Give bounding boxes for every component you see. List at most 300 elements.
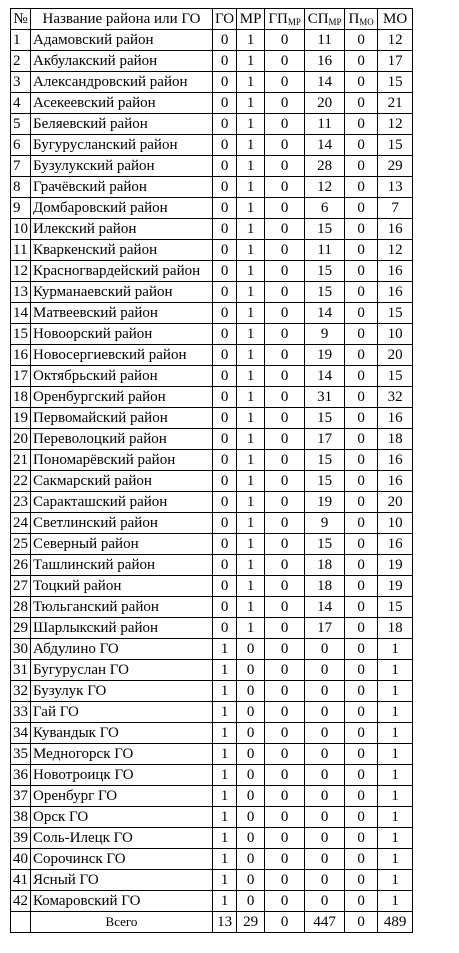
cell-mr: 0 xyxy=(237,639,265,660)
header-sp-sub: МР xyxy=(328,17,342,27)
cell-num: 16 xyxy=(11,345,31,366)
cell-gp: 0 xyxy=(265,51,305,72)
cell-num: 34 xyxy=(11,723,31,744)
cell-name: Новоорский район xyxy=(31,324,213,345)
cell-go: 0 xyxy=(213,513,237,534)
cell-p: 0 xyxy=(345,72,378,93)
table-row xyxy=(11,765,413,786)
cell-go: 0 xyxy=(213,198,237,219)
header-sp-main: СП xyxy=(307,11,329,27)
cell-go: 0 xyxy=(213,471,237,492)
cell-go: 0 xyxy=(213,366,237,387)
header-name: Название района или ГО xyxy=(31,9,213,30)
cell-name: Тюльганский район xyxy=(31,597,213,618)
table-row xyxy=(11,261,413,282)
table-row xyxy=(11,198,413,219)
cell-mo: 16 xyxy=(378,450,413,471)
cell-sp: 0 xyxy=(305,744,345,765)
cell-p: 0 xyxy=(345,240,378,261)
cell-num: 9 xyxy=(11,198,31,219)
cell-gp: 0 xyxy=(265,618,305,639)
cell-sp: 15 xyxy=(305,471,345,492)
cell-name: Шарлыкский район xyxy=(31,618,213,639)
cell-sp: 17 xyxy=(305,429,345,450)
table-row xyxy=(11,597,413,618)
cell-sp: 15 xyxy=(305,408,345,429)
cell-sp: 0 xyxy=(305,828,345,849)
cell-p: 0 xyxy=(345,156,378,177)
table-row xyxy=(11,513,413,534)
cell-go: 0 xyxy=(213,282,237,303)
cell-p: 0 xyxy=(345,660,378,681)
table-row xyxy=(11,723,413,744)
cell-gp: 0 xyxy=(265,240,305,261)
cell-sp: 31 xyxy=(305,387,345,408)
table-row xyxy=(11,534,413,555)
cell-num: 30 xyxy=(11,639,31,660)
cell-mo: 1 xyxy=(378,702,413,723)
table-row xyxy=(11,114,413,135)
cell-mo: 15 xyxy=(378,366,413,387)
cell-num: 15 xyxy=(11,324,31,345)
cell-sp: 17 xyxy=(305,618,345,639)
table-row xyxy=(11,828,413,849)
table-row xyxy=(11,429,413,450)
total-mo: 489 xyxy=(378,912,413,933)
cell-name: Акбулакский район xyxy=(31,51,213,72)
cell-mr: 1 xyxy=(237,450,265,471)
cell-mo: 1 xyxy=(378,828,413,849)
cell-sp: 9 xyxy=(305,513,345,534)
cell-name: Беляевский район xyxy=(31,114,213,135)
cell-mo: 16 xyxy=(378,534,413,555)
table-row xyxy=(11,555,413,576)
cell-name: Саракташский район xyxy=(31,492,213,513)
cell-go: 0 xyxy=(213,30,237,51)
cell-num: 29 xyxy=(11,618,31,639)
cell-sp: 15 xyxy=(305,261,345,282)
cell-mo: 15 xyxy=(378,72,413,93)
cell-mr: 0 xyxy=(237,660,265,681)
cell-num: 1 xyxy=(11,30,31,51)
cell-mo: 1 xyxy=(378,744,413,765)
cell-p: 0 xyxy=(345,618,378,639)
cell-name: Медногорск ГО xyxy=(31,744,213,765)
cell-mr: 0 xyxy=(237,765,265,786)
cell-num: 5 xyxy=(11,114,31,135)
cell-go: 1 xyxy=(213,723,237,744)
cell-go: 1 xyxy=(213,786,237,807)
cell-sp: 0 xyxy=(305,639,345,660)
cell-mo: 13 xyxy=(378,177,413,198)
table-row xyxy=(11,345,413,366)
table-row xyxy=(11,681,413,702)
cell-sp: 14 xyxy=(305,135,345,156)
cell-mo: 15 xyxy=(378,135,413,156)
cell-p: 0 xyxy=(345,282,378,303)
cell-mr: 1 xyxy=(237,135,265,156)
cell-sp: 0 xyxy=(305,660,345,681)
cell-num: 18 xyxy=(11,387,31,408)
table-row xyxy=(11,324,413,345)
cell-mr: 1 xyxy=(237,219,265,240)
cell-go: 1 xyxy=(213,807,237,828)
cell-name: Светлинский район xyxy=(31,513,213,534)
cell-p: 0 xyxy=(345,471,378,492)
cell-sp: 15 xyxy=(305,534,345,555)
cell-gp: 0 xyxy=(265,639,305,660)
cell-num: 41 xyxy=(11,870,31,891)
cell-p: 0 xyxy=(345,177,378,198)
header-p-sub: МО xyxy=(359,17,374,27)
cell-go: 0 xyxy=(213,597,237,618)
cell-p: 0 xyxy=(345,891,378,912)
cell-go: 0 xyxy=(213,324,237,345)
cell-go: 0 xyxy=(213,156,237,177)
cell-num: 11 xyxy=(11,240,31,261)
cell-sp: 19 xyxy=(305,492,345,513)
cell-go: 0 xyxy=(213,93,237,114)
cell-mr: 1 xyxy=(237,597,265,618)
cell-mr: 0 xyxy=(237,723,265,744)
table-row xyxy=(11,177,413,198)
cell-go: 1 xyxy=(213,849,237,870)
header-num: № xyxy=(11,9,31,30)
cell-mo: 12 xyxy=(378,30,413,51)
cell-gp: 0 xyxy=(265,870,305,891)
cell-go: 1 xyxy=(213,660,237,681)
cell-mr: 0 xyxy=(237,786,265,807)
cell-p: 0 xyxy=(345,807,378,828)
cell-num: 22 xyxy=(11,471,31,492)
cell-name: Сакмарский район xyxy=(31,471,213,492)
cell-num: 12 xyxy=(11,261,31,282)
cell-sp: 14 xyxy=(305,597,345,618)
cell-mr: 1 xyxy=(237,303,265,324)
cell-gp: 0 xyxy=(265,198,305,219)
cell-gp: 0 xyxy=(265,72,305,93)
cell-name: Октябрьский район xyxy=(31,366,213,387)
cell-name: Оренбург ГО xyxy=(31,786,213,807)
cell-go: 1 xyxy=(213,870,237,891)
cell-mr: 1 xyxy=(237,618,265,639)
cell-name: Кваркенский район xyxy=(31,240,213,261)
cell-mr: 1 xyxy=(237,492,265,513)
cell-num: 8 xyxy=(11,177,31,198)
cell-num: 7 xyxy=(11,156,31,177)
cell-sp: 14 xyxy=(305,72,345,93)
cell-mr: 1 xyxy=(237,324,265,345)
table-row xyxy=(11,618,413,639)
cell-mo: 1 xyxy=(378,765,413,786)
cell-p: 0 xyxy=(345,681,378,702)
table-row xyxy=(11,660,413,681)
cell-p: 0 xyxy=(345,114,378,135)
cell-num: 10 xyxy=(11,219,31,240)
cell-p: 0 xyxy=(345,345,378,366)
cell-num: 21 xyxy=(11,450,31,471)
cell-go: 0 xyxy=(213,492,237,513)
cell-sp: 18 xyxy=(305,555,345,576)
header-sp xyxy=(305,9,345,30)
cell-num: 38 xyxy=(11,807,31,828)
cell-go: 1 xyxy=(213,639,237,660)
cell-go: 1 xyxy=(213,891,237,912)
cell-p: 0 xyxy=(345,744,378,765)
cell-name: Орск ГО xyxy=(31,807,213,828)
cell-name: Абдулино ГО xyxy=(31,639,213,660)
total-row xyxy=(11,912,413,933)
header-p xyxy=(345,9,378,30)
cell-gp: 0 xyxy=(265,828,305,849)
cell-mo: 1 xyxy=(378,870,413,891)
cell-mr: 1 xyxy=(237,51,265,72)
cell-sp: 15 xyxy=(305,282,345,303)
cell-p: 0 xyxy=(345,303,378,324)
cell-mo: 1 xyxy=(378,807,413,828)
cell-sp: 0 xyxy=(305,681,345,702)
cell-mr: 1 xyxy=(237,261,265,282)
cell-mo: 1 xyxy=(378,681,413,702)
cell-num: 13 xyxy=(11,282,31,303)
cell-p: 0 xyxy=(345,450,378,471)
cell-name: Адамовский район xyxy=(31,30,213,51)
cell-num: 26 xyxy=(11,555,31,576)
cell-go: 0 xyxy=(213,240,237,261)
cell-go: 0 xyxy=(213,576,237,597)
header-row xyxy=(11,9,413,30)
cell-mo: 1 xyxy=(378,723,413,744)
cell-gp: 0 xyxy=(265,681,305,702)
cell-mo: 20 xyxy=(378,492,413,513)
cell-sp: 15 xyxy=(305,219,345,240)
cell-num: 17 xyxy=(11,366,31,387)
cell-mo: 1 xyxy=(378,786,413,807)
cell-mr: 1 xyxy=(237,429,265,450)
cell-gp: 0 xyxy=(265,30,305,51)
table-row xyxy=(11,450,413,471)
cell-mr: 0 xyxy=(237,744,265,765)
header-mo: МО xyxy=(378,9,413,30)
cell-name: Переволоцкий район xyxy=(31,429,213,450)
table-row xyxy=(11,702,413,723)
cell-mr: 1 xyxy=(237,345,265,366)
cell-gp: 0 xyxy=(265,93,305,114)
cell-gp: 0 xyxy=(265,345,305,366)
cell-p: 0 xyxy=(345,261,378,282)
header-gp-sub: МР xyxy=(287,17,301,27)
cell-gp: 0 xyxy=(265,513,305,534)
cell-mo: 12 xyxy=(378,240,413,261)
cell-num: 40 xyxy=(11,849,31,870)
cell-p: 0 xyxy=(345,555,378,576)
cell-p: 0 xyxy=(345,429,378,450)
total-empty-cell xyxy=(11,912,31,933)
cell-p: 0 xyxy=(345,219,378,240)
cell-mo: 15 xyxy=(378,597,413,618)
table-row xyxy=(11,156,413,177)
cell-sp: 11 xyxy=(305,30,345,51)
table-row xyxy=(11,366,413,387)
cell-p: 0 xyxy=(345,849,378,870)
cell-sp: 0 xyxy=(305,849,345,870)
cell-p: 0 xyxy=(345,51,378,72)
table-row xyxy=(11,807,413,828)
table-row xyxy=(11,471,413,492)
cell-go: 0 xyxy=(213,429,237,450)
cell-p: 0 xyxy=(345,723,378,744)
cell-name: Бугурусланский район xyxy=(31,135,213,156)
cell-num: 24 xyxy=(11,513,31,534)
cell-gp: 0 xyxy=(265,219,305,240)
table-row xyxy=(11,786,413,807)
cell-p: 0 xyxy=(345,366,378,387)
cell-gp: 0 xyxy=(265,786,305,807)
cell-go: 0 xyxy=(213,555,237,576)
cell-gp: 0 xyxy=(265,492,305,513)
cell-p: 0 xyxy=(345,30,378,51)
cell-name: Домбаровский район xyxy=(31,198,213,219)
cell-gp: 0 xyxy=(265,471,305,492)
cell-gp: 0 xyxy=(265,429,305,450)
cell-mo: 16 xyxy=(378,282,413,303)
cell-mr: 1 xyxy=(237,177,265,198)
cell-gp: 0 xyxy=(265,408,305,429)
cell-go: 0 xyxy=(213,408,237,429)
cell-gp: 0 xyxy=(265,891,305,912)
cell-name: Грачёвский район xyxy=(31,177,213,198)
cell-gp: 0 xyxy=(265,807,305,828)
cell-mo: 19 xyxy=(378,576,413,597)
cell-mo: 17 xyxy=(378,51,413,72)
table-row xyxy=(11,135,413,156)
cell-p: 0 xyxy=(345,93,378,114)
cell-name: Сорочинск ГО xyxy=(31,849,213,870)
cell-name: Оренбургский район xyxy=(31,387,213,408)
cell-mr: 0 xyxy=(237,849,265,870)
cell-mo: 1 xyxy=(378,639,413,660)
cell-go: 0 xyxy=(213,114,237,135)
table-row xyxy=(11,303,413,324)
cell-name: Новосергиевский район xyxy=(31,345,213,366)
table-row xyxy=(11,240,413,261)
cell-sp: 18 xyxy=(305,576,345,597)
cell-gp: 0 xyxy=(265,765,305,786)
cell-gp: 0 xyxy=(265,114,305,135)
cell-mr: 1 xyxy=(237,387,265,408)
cell-sp: 14 xyxy=(305,366,345,387)
cell-go: 0 xyxy=(213,51,237,72)
table-row xyxy=(11,891,413,912)
cell-go: 0 xyxy=(213,177,237,198)
cell-gp: 0 xyxy=(265,660,305,681)
table-row xyxy=(11,387,413,408)
cell-mo: 16 xyxy=(378,471,413,492)
cell-mo: 20 xyxy=(378,345,413,366)
cell-mo: 10 xyxy=(378,513,413,534)
cell-go: 1 xyxy=(213,765,237,786)
table-row xyxy=(11,744,413,765)
cell-mo: 18 xyxy=(378,429,413,450)
cell-p: 0 xyxy=(345,513,378,534)
cell-mo: 10 xyxy=(378,324,413,345)
cell-mr: 1 xyxy=(237,408,265,429)
cell-gp: 0 xyxy=(265,555,305,576)
cell-gp: 0 xyxy=(265,324,305,345)
table-row xyxy=(11,849,413,870)
cell-sp: 11 xyxy=(305,114,345,135)
cell-go: 1 xyxy=(213,828,237,849)
cell-name: Кувандык ГО xyxy=(31,723,213,744)
cell-name: Матвеевский район xyxy=(31,303,213,324)
cell-num: 27 xyxy=(11,576,31,597)
cell-go: 0 xyxy=(213,72,237,93)
cell-num: 25 xyxy=(11,534,31,555)
cell-sp: 0 xyxy=(305,786,345,807)
cell-mo: 15 xyxy=(378,303,413,324)
table-row xyxy=(11,93,413,114)
cell-mr: 1 xyxy=(237,30,265,51)
cell-go: 0 xyxy=(213,219,237,240)
cell-mr: 1 xyxy=(237,93,265,114)
cell-num: 3 xyxy=(11,72,31,93)
cell-gp: 0 xyxy=(265,366,305,387)
cell-mr: 0 xyxy=(237,891,265,912)
cell-num: 6 xyxy=(11,135,31,156)
cell-mr: 1 xyxy=(237,366,265,387)
cell-mr: 0 xyxy=(237,807,265,828)
cell-gp: 0 xyxy=(265,387,305,408)
cell-name: Соль-Илецк ГО xyxy=(31,828,213,849)
cell-name: Бузулукский район xyxy=(31,156,213,177)
cell-num: 14 xyxy=(11,303,31,324)
cell-go: 0 xyxy=(213,345,237,366)
cell-mo: 7 xyxy=(378,198,413,219)
cell-mo: 16 xyxy=(378,219,413,240)
cell-name: Бугуруслан ГО xyxy=(31,660,213,681)
cell-mr: 1 xyxy=(237,555,265,576)
cell-sp: 0 xyxy=(305,765,345,786)
cell-mr: 1 xyxy=(237,282,265,303)
cell-mr: 1 xyxy=(237,471,265,492)
cell-sp: 0 xyxy=(305,891,345,912)
cell-mo: 1 xyxy=(378,849,413,870)
cell-mo: 19 xyxy=(378,555,413,576)
cell-mr: 1 xyxy=(237,156,265,177)
cell-num: 2 xyxy=(11,51,31,72)
cell-sp: 19 xyxy=(305,345,345,366)
municipalities-table xyxy=(10,8,413,933)
cell-sp: 14 xyxy=(305,303,345,324)
table-row xyxy=(11,408,413,429)
cell-p: 0 xyxy=(345,135,378,156)
cell-name: Александровский район xyxy=(31,72,213,93)
table-row xyxy=(11,492,413,513)
cell-gp: 0 xyxy=(265,156,305,177)
cell-gp: 0 xyxy=(265,723,305,744)
cell-name: Гай ГО xyxy=(31,702,213,723)
cell-mr: 1 xyxy=(237,198,265,219)
header-p-main: П xyxy=(348,11,360,27)
header-gp xyxy=(265,9,305,30)
cell-num: 31 xyxy=(11,660,31,681)
total-gp: 0 xyxy=(265,912,305,933)
cell-mo: 1 xyxy=(378,660,413,681)
cell-p: 0 xyxy=(345,639,378,660)
total-p: 0 xyxy=(345,912,378,933)
table-row xyxy=(11,219,413,240)
cell-mr: 0 xyxy=(237,681,265,702)
